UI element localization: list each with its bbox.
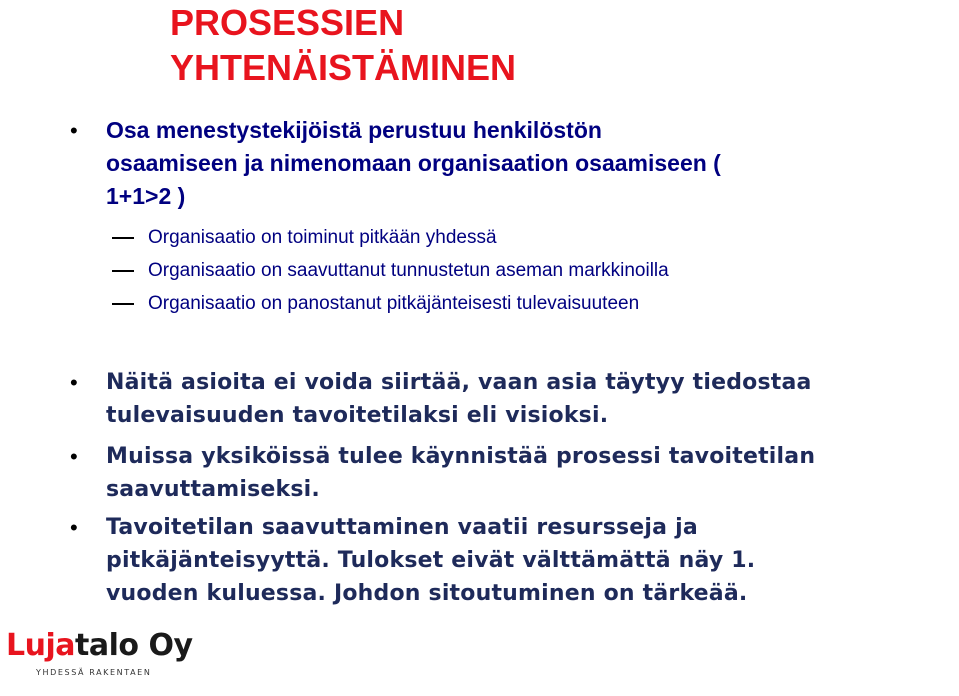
dash-icon bbox=[112, 270, 134, 272]
dash-icon bbox=[112, 237, 134, 239]
slide-title-line-1: PROSESSIEN bbox=[170, 2, 405, 43]
company-logo bbox=[6, 628, 193, 690]
bullet-text-4 bbox=[106, 511, 866, 610]
bullet-3-line-2: saavuttamiseksi. bbox=[106, 477, 320, 502]
bullet-icon: • bbox=[70, 118, 78, 143]
bullet-1-line-3: 1+1>2 ) bbox=[106, 183, 186, 209]
bullet-2-line-2: tulevaisuuden tavoitetilaksi eli visioksi. bbox=[106, 403, 609, 428]
bullet-icon: • bbox=[70, 515, 78, 540]
logo-wordmark bbox=[6, 628, 193, 664]
slide-title bbox=[170, 0, 516, 90]
bullet-icon: • bbox=[70, 444, 78, 469]
sub-item-1-text: Organisaatio on toiminut pitkään yhdessä bbox=[148, 227, 497, 248]
slide-title-line-2: YHTENÄISTÄMINEN bbox=[170, 47, 517, 88]
bullet-4-line-1: Tavoitetilan saavuttaminen vaatii resursseja ja bbox=[106, 515, 698, 540]
logo-word-black: talo Oy bbox=[75, 628, 193, 663]
bullet-1-line-2: osaamiseen ja nimenomaan organisaation osaamiseen ( bbox=[106, 150, 721, 176]
sub-item-3-text: Organisaatio on panostanut pitkäjänteisesti tulevaisuuteen bbox=[148, 293, 640, 314]
bullet-4-line-3: vuoden kuluessa. Johdon sitoutuminen on tärkeää. bbox=[106, 581, 748, 606]
bullet-text-3 bbox=[106, 440, 866, 506]
bullet-4-line-2: pitkäjänteisyyttä. Tulokset eivät välttämättä näy 1. bbox=[106, 548, 756, 573]
bullet-1-line-1: Osa menestystekijöistä perustuu henkilöstön bbox=[106, 117, 602, 143]
sub-item-2-text: Organisaatio on saavuttanut tunnustetun aseman markkinoilla bbox=[148, 260, 669, 281]
bullet-text-2 bbox=[106, 366, 866, 432]
dash-icon bbox=[112, 303, 134, 305]
bullet-text-1 bbox=[106, 114, 866, 213]
bullet-2-line-1: Näitä asioita ei voida siirtää, vaan asia täytyy tiedostaa bbox=[106, 370, 812, 395]
logo-word-red: Luja bbox=[6, 628, 76, 663]
logo-tagline: YHDESSÄ RAKENTAEN bbox=[36, 668, 152, 677]
bullet-3-line-1: Muissa yksiköissä tulee käynnistää prosessi tavoitetilan bbox=[106, 444, 816, 469]
bullet-icon: • bbox=[70, 370, 78, 395]
